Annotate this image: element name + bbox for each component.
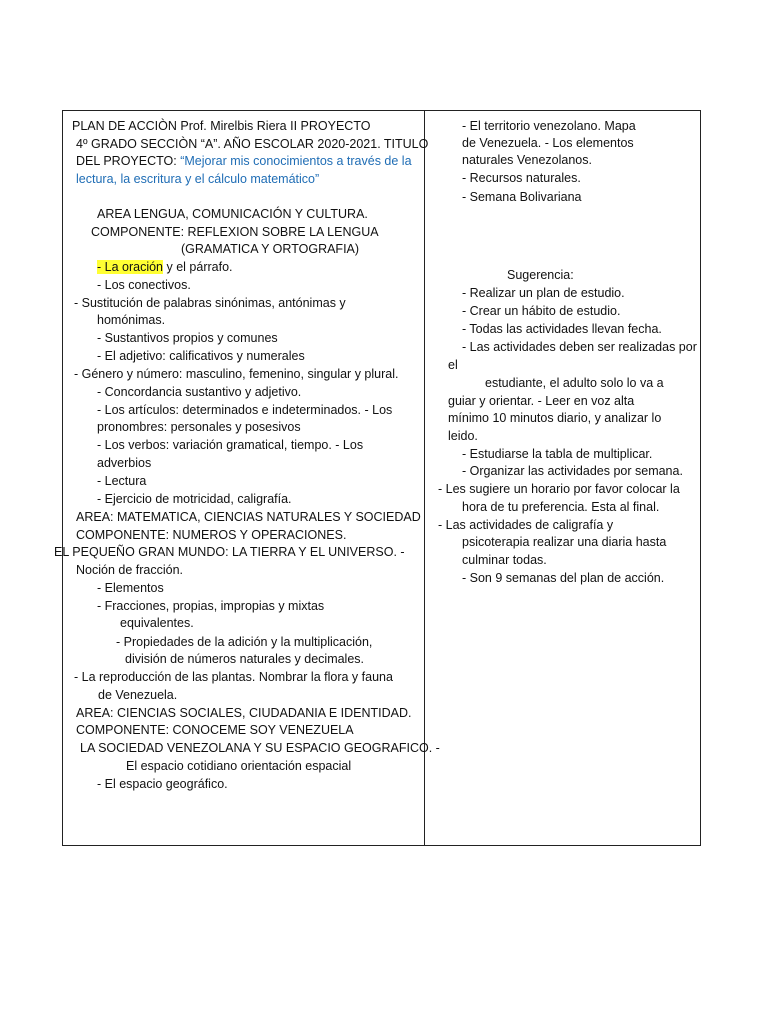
pequeno-gran-mundo: EL PEQUEÑO GRAN MUNDO: LA TIERRA Y EL UNIVERSO. - xyxy=(54,545,405,559)
column-divider xyxy=(424,110,425,846)
sociedad-venezolana: LA SOCIEDAD VENEZOLANA Y SU ESPACIO GEOGRAFICO. - xyxy=(80,741,440,755)
espacio-cotidiano: El espacio cotidiano orientación espacial xyxy=(126,759,352,773)
sugerencia-item-3: - Todas las actividades llevan fecha. xyxy=(462,322,662,336)
list-item-conectivos: - Los conectivos. xyxy=(97,278,191,292)
sugerencia-item-4-cont-4: mínimo 10 minutos diario, y analizar lo xyxy=(448,411,662,425)
list-item-sustitucion-cont: homónimas. xyxy=(97,313,166,327)
list-item-articulos-cont: pronombres: personales y posesivos xyxy=(97,420,301,434)
componente-reflexion: COMPONENTE: REFLEXION SOBRE LA LENGUA xyxy=(91,225,379,239)
sugerencia-item-8: - Las actividades de caligrafía y xyxy=(438,518,614,532)
highlighted-oracion: - La oración xyxy=(97,260,164,274)
header-line-1: PLAN DE ACCIÒN Prof. Mirelbis Riera II PROYECTO xyxy=(72,119,371,133)
sugerencia-item-7-cont: hora de tu preferencia. Esta al final. xyxy=(462,500,660,514)
area-matematica-heading: AREA: MATEMATICA, CIENCIAS NATURALES Y SOCIEDAD xyxy=(76,510,421,524)
list-item-verbos: - Los verbos: variación gramatical, tiempo. - Los xyxy=(97,438,364,452)
sugerencia-item-5: - Estudiarse la tabla de multiplicar. xyxy=(462,447,653,461)
componente-conoceme: COMPONENTE: CONOCEME SOY VENEZUELA xyxy=(76,723,354,737)
list-item-articulos: - Los artículos: determinados e indeterminados. - Los xyxy=(97,403,393,417)
project-title-part2: lectura, la escritura y el cálculo matemático” xyxy=(76,172,320,186)
sugerencia-item-6: - Organizar las actividades por semana. xyxy=(462,464,683,478)
list-item-verbos-cont: adverbios xyxy=(97,456,152,470)
list-item-sustitucion: - Sustitución de palabras sinónimas, antónimas y xyxy=(74,296,346,310)
list-item-fracciones: - Fracciones, propias, impropias y mixtas xyxy=(97,599,325,613)
list-item-concordancia: - Concordancia sustantivo y adjetivo. xyxy=(97,385,302,399)
sugerencia-item-4-cont-5: leido. xyxy=(448,429,478,443)
sugerencia-item-9: - Son 9 semanas del plan de acción. xyxy=(462,571,665,585)
territorio-line-1: - El territorio venezolano. Mapa xyxy=(462,119,636,133)
list-item-genero: - Género y número: masculino, femenino, singular y plural. xyxy=(74,367,399,381)
sugerencia-heading: Sugerencia: xyxy=(507,268,574,282)
componente-gramatica: (GRAMATICA Y ORTOGRAFIA) xyxy=(181,242,360,256)
sugerencia-item-7: - Les sugiere un horario por favor colocar la xyxy=(438,482,680,496)
area-lengua-heading: AREA LENGUA, COMUNICACIÓN Y CULTURA. xyxy=(97,207,368,221)
list-item-propiedades: - Propiedades de la adición y la multiplicación, xyxy=(116,635,373,649)
list-item-semana-bolivariana: - Semana Bolivariana xyxy=(462,190,582,204)
project-title-part1: “Mejorar mis conocimientos a través de la xyxy=(180,154,412,168)
list-item-espacio-geografico: - El espacio geográfico. xyxy=(97,777,228,791)
sugerencia-item-1: - Realizar un plan de estudio. xyxy=(462,286,625,300)
list-item-reproduccion: - La reproducción de las plantas. Nombrar la flora y fauna xyxy=(74,670,393,684)
sugerencia-item-4-cont-1: el xyxy=(448,358,458,372)
area-sociales-heading: AREA: CIENCIAS SOCIALES, CIUDADANIA E IDENTIDAD. xyxy=(76,706,412,720)
nocion-fraccion: Noción de fracción. xyxy=(76,563,184,577)
list-item-ejercicio: - Ejercicio de motricidad, caligrafía. xyxy=(97,492,292,506)
header-line-2: 4º GRADO SECCIÒN “A”. AÑO ESCOLAR 2020-2021. TITULO xyxy=(76,137,429,151)
list-item-fracciones-cont: equivalentes. xyxy=(120,616,194,630)
title-label: DEL PROYECTO: xyxy=(76,154,181,168)
list-item-sustantivos: - Sustantivos propios y comunes xyxy=(97,331,278,345)
sugerencia-item-2: - Crear un hábito de estudio. xyxy=(462,304,621,318)
list-item-adjetivo: - El adjetivo: calificativos y numerales xyxy=(97,349,305,363)
list-item-propiedades-cont: división de números naturales y decimales. xyxy=(125,652,365,666)
list-item-elementos: - Elementos xyxy=(97,581,164,595)
territorio-line-2: de Venezuela. - Los elementos xyxy=(462,136,634,150)
sugerencia-item-8-cont-2: culminar todas. xyxy=(462,553,547,567)
oracion-rest: y el párrafo. xyxy=(163,260,233,274)
componente-numeros: COMPONENTE: NUMEROS Y OPERACIONES. xyxy=(76,528,347,542)
sugerencia-item-8-cont-1: psicoterapia realizar una diaria hasta xyxy=(462,535,667,549)
sugerencia-item-4-cont-2: estudiante, el adulto solo lo va a xyxy=(485,376,664,390)
sugerencia-item-4-cont-3: guiar y orientar. - Leer en voz alta xyxy=(448,394,635,408)
list-item-oracion xyxy=(97,259,233,276)
list-item-reproduccion-cont: de Venezuela. xyxy=(98,688,178,702)
territorio-line-3: naturales Venezolanos. xyxy=(462,153,592,167)
list-item-lectura: - Lectura xyxy=(97,474,147,488)
header-line-3 xyxy=(76,153,412,170)
list-item-recursos: - Recursos naturales. xyxy=(462,171,581,185)
sugerencia-item-4: - Las actividades deben ser realizadas por xyxy=(462,340,697,354)
